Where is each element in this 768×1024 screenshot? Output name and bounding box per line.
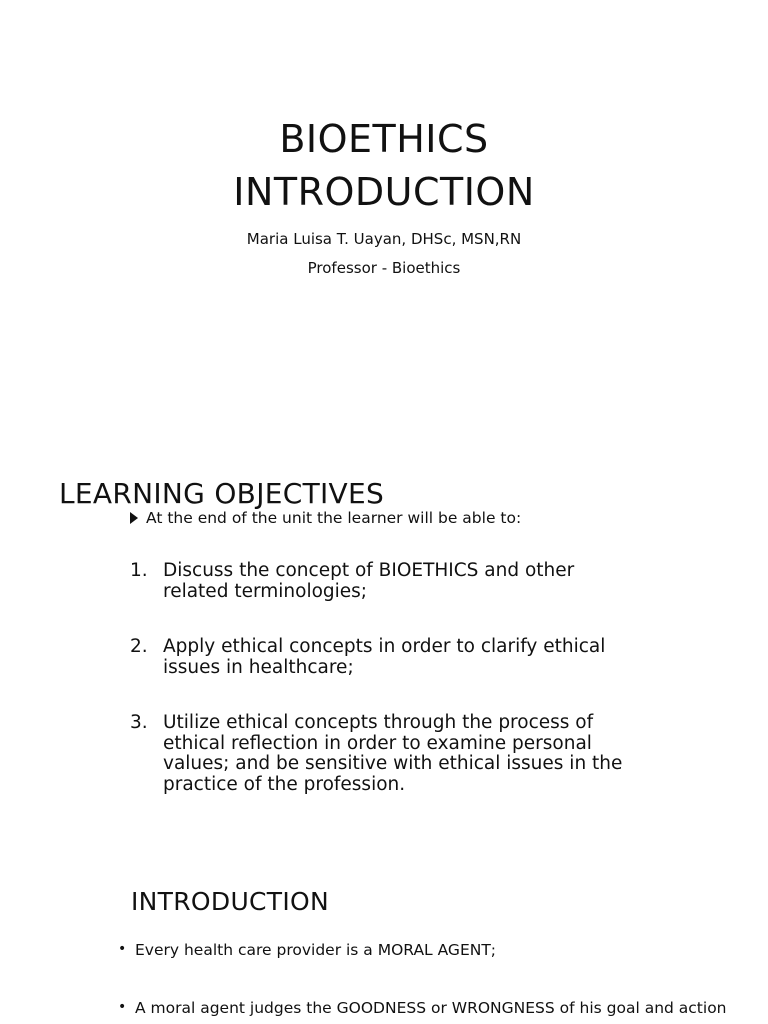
bullet-dot-icon: • <box>118 999 127 1015</box>
objectives-intro <box>130 509 521 527</box>
bullet-text: Every health care provider is a MORAL AGENT; <box>135 941 497 959</box>
triangle-bullet-icon <box>130 512 138 524</box>
objectives-slide <box>0 440 768 840</box>
introduction-heading: INTRODUCTION <box>131 887 330 916</box>
objectives-intro-text: At the end of the unit the learner will be able to: <box>146 509 522 527</box>
objectives-heading: LEARNING OBJECTIVES <box>59 477 385 510</box>
title-line-1: BIOETHICS <box>279 117 489 161</box>
main-title <box>0 113 768 219</box>
objective-text: Utilize ethical concepts through the process of ethical reflection in order to examine personal values; and be sensitive with ethical issues in the practice of the profession. <box>163 712 623 795</box>
objective-text: Apply ethical concepts in order to clarify ethical issues in healthcare; <box>163 636 606 678</box>
author-role: Professor - Bioethics <box>307 259 461 277</box>
objective-item-1 <box>130 561 690 602</box>
author-name: Maria Luisa T. Uayan, DHSc, MSN,RN <box>246 230 522 248</box>
objective-item-3 <box>130 713 690 795</box>
bullet-text: A moral agent judges the GOODNESS or WRONGNESS of his goal and action <box>135 999 727 1017</box>
objective-number: 1. <box>130 560 148 581</box>
intro-bullet-2 <box>118 999 727 1017</box>
objective-text: Discuss the concept of BIOETHICS and other related terminologies; <box>163 560 575 602</box>
objective-number: 2. <box>130 636 148 657</box>
title-line-2: INTRODUCTION <box>233 170 535 214</box>
intro-bullet-1 <box>118 941 496 959</box>
title-slide <box>0 0 768 440</box>
introduction-slide <box>0 840 768 1024</box>
bullet-dot-icon: • <box>118 941 127 957</box>
objective-number: 3. <box>130 712 148 733</box>
objective-item-2 <box>130 637 690 678</box>
